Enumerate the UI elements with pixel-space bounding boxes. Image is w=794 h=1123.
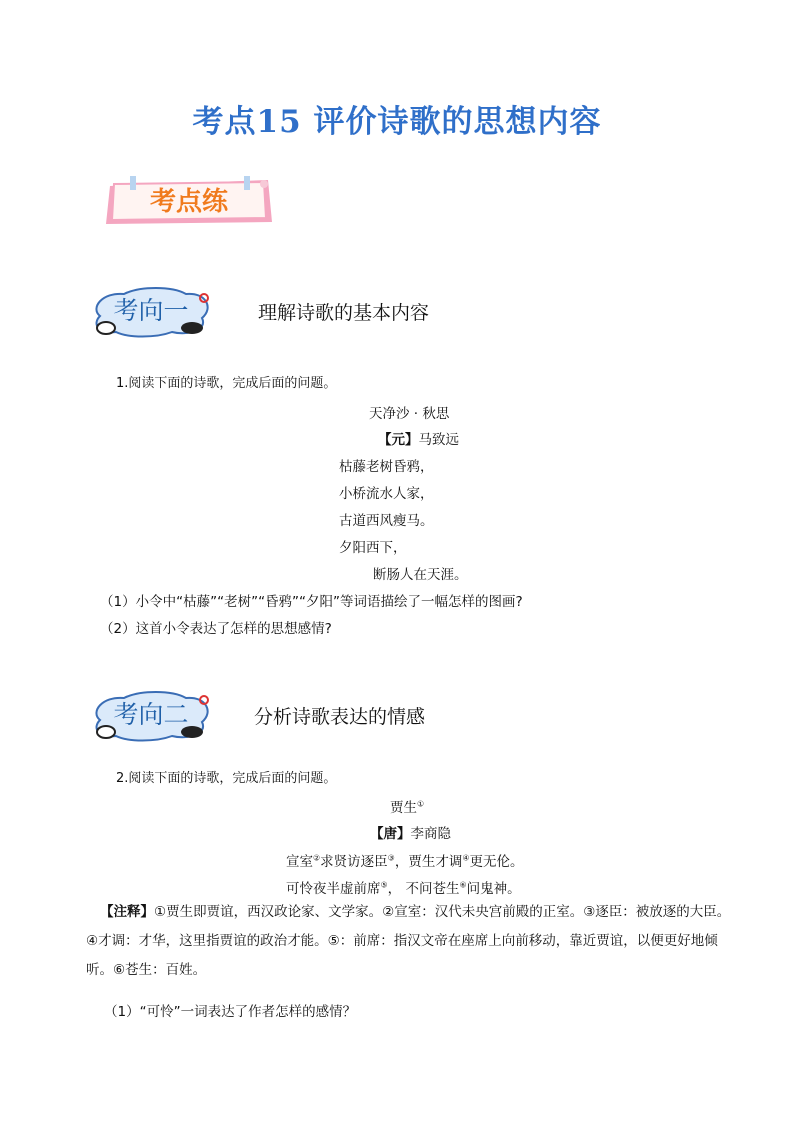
poem-author: [378, 428, 459, 448]
poem-text: 可怜夜半虚前席: [286, 881, 381, 897]
poem-line: [286, 850, 524, 870]
footnote-mark: ⑤: [380, 880, 388, 890]
direction-badge-label: 考向二: [113, 700, 189, 729]
author-name: 李商隐: [410, 826, 451, 842]
sub-question: （2）这首小令表达了怎样的思想感情?: [100, 621, 332, 637]
poem-title: 天净沙 · 秋思: [369, 406, 450, 422]
direction-badge-2: [88, 690, 214, 742]
question-intro: 1.阅读下面的诗歌，完成后面的问题。: [116, 376, 337, 391]
section-badge-label: 考点练: [149, 187, 228, 217]
poem-author: [370, 822, 451, 842]
author-dynasty: 【唐】: [370, 826, 411, 842]
poem-line: 古道西风瘦马。: [339, 513, 434, 529]
sub-question: （1）“可怜”一词表达了作者怎样的感情？: [104, 1004, 357, 1020]
poem-line: 枯藤老树昏鸦，: [339, 459, 434, 475]
poem-title-text: 贾生: [390, 800, 417, 816]
poem-title: [390, 796, 424, 816]
poem-text: 更无伦。: [469, 854, 524, 870]
poem-line: 夕阳西下，: [339, 540, 407, 556]
annotation-label: 【注释】: [100, 904, 154, 920]
poem-line: [286, 877, 521, 897]
annotation-text: ①贾生即贾谊，西汉政论家、文学家。②宣室：汉代未央宫前殿的正室。③逐臣：被放逐的大臣。④才调：才华，这里指贾谊的政治才能。⑤：前席：指汉文帝在座席上向前移动，靠近贾谊，以便更好地倾听。⑥苍生：百姓。: [86, 904, 731, 978]
poem-text: 求贤访逐臣: [320, 854, 388, 870]
section-badge: [104, 176, 274, 228]
direction-badge-label: 考向一: [113, 296, 189, 325]
author-name: 马致远: [418, 432, 459, 448]
section-heading: 分析诗歌表达的情感: [254, 706, 426, 728]
poem-text: ，贾生才调: [394, 854, 463, 870]
section-heading: 理解诗歌的基本内容: [258, 302, 430, 324]
poem-line: 断肠人在天涯。: [373, 567, 468, 583]
question-intro: 2.阅读下面的诗歌，完成后面的问题。: [116, 771, 337, 786]
footnote-mark: ⑥: [459, 880, 467, 890]
annotation-paragraph: [86, 898, 736, 985]
footnote-mark: ③: [387, 853, 395, 863]
direction-badge-1: [88, 286, 214, 338]
poem-text: 宣室: [286, 854, 313, 870]
poem-text: 问鬼神。: [466, 881, 521, 897]
author-dynasty: 【元】: [378, 432, 419, 448]
sub-question: （1）小令中“枯藤”“老树”“昏鸦”“夕阳”等词语描绘了一幅怎样的图画?: [100, 594, 523, 610]
poem-text: ， 不问苍生: [387, 881, 460, 897]
footnote-mark: ①: [417, 799, 425, 809]
footnote-mark: ④: [462, 853, 470, 863]
footnote-mark: ②: [313, 853, 321, 863]
page-title: 考点15 评价诗歌的思想内容: [192, 104, 602, 140]
poem-line: 小桥流水人家，: [339, 486, 434, 502]
